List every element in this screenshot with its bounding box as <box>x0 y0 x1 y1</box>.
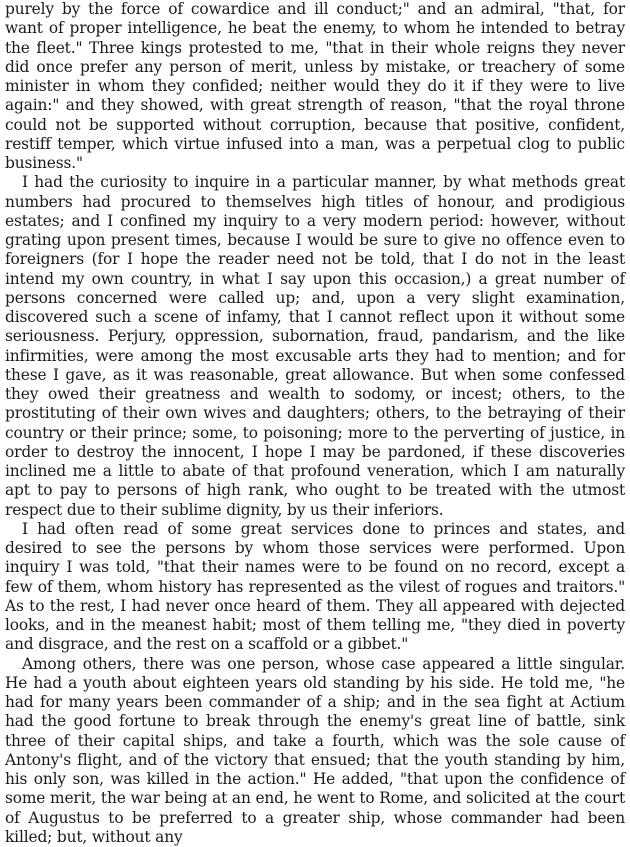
paragraph-2: I had the curiosity to inquire in a particular manner, by what methods great numbers had procured to themselves high titles of honour, and prodigious estates; and I confined my inquiry to a very modern period: however, without grating upon present times, because I would be sure to give no offence even to foreigners (for I hope the reader need not be told, that I do not in the least intend my own country, in what I say upon this occasion,) a great number of persons concerned were called up; and, upon a very slight examination, discovered such a scene of infamy, that I cannot reflect upon it without some seriousness. Perjury, oppression, subornation, fraud, pandarism, and the like infirmities, were among the most excusable arts they had to mention; and for these I gave, as it was reasonable, great allowance. But when some confessed they owed their greatness and wealth to sodomy, or incest; others, to the prostituting of their own wives and daughters; others, to the betraying of their country or their prince; some, to poisoning; more to the perverting of justice, in order to destroy the innocent, I hope I may be pardoned, if these discoveries inclined me a little to abate of that profound veneration, which I am naturally apt to pay to persons of high rank, who ought to be treated with the utmost respect due to their sublime dignity, by us their inferiors. <box>5 173 625 520</box>
paragraph-4: Among others, there was one person, whose case appeared a little singular. He had a youth about eighteen years old standing by his side. He told me, "he had for many years been commander of a ship; and in the sea fight at Actium had the good fortune to break through the enemy's great line of battle, sink three of their capital ships, and take a fourth, which was the sole cause of Antony's flight, and of the victory that ensued; that the youth standing by him, his only son, was killed in the action." He added, "that upon the confidence of some merit, the war being at an end, he went to Rome, and solicited at the court of Augustus to be preferred to a greater ship, whose commander had been killed; but, without any <box>5 655 625 847</box>
paragraph-3: I had often read of some great services done to princes and states, and desired to see the persons by whom those services were performed. Upon inquiry I was told, "that their names were to be found on no record, except a few of them, whom history has represented as the vilest of rogues and traitors." As to the rest, I had never once heard of them. They all appeared with dejected looks, and in the meanest habit; most of them telling me, "they died in poverty and disgrace, and the rest on a scaffold or a gibbet." <box>5 520 625 655</box>
page-body <box>5 0 625 847</box>
paragraph-1: purely by the force of cowardice and ill conduct;" and an admiral, "that, for want of proper intelligence, he beat the enemy, to whom he intended to betray the fleet." Three kings protested to me, "that in their whole reigns they never did once prefer any person of merit, unless by mistake, or treachery of some minister in whom they confided; neither would they do it if they were to live again:" and they showed, with great strength of reason, "that the royal throne could not be supported without corruption, because that positive, confident, restiff temper, which virtue infused into a man, was a perpetual clog to public business." <box>5 0 625 173</box>
